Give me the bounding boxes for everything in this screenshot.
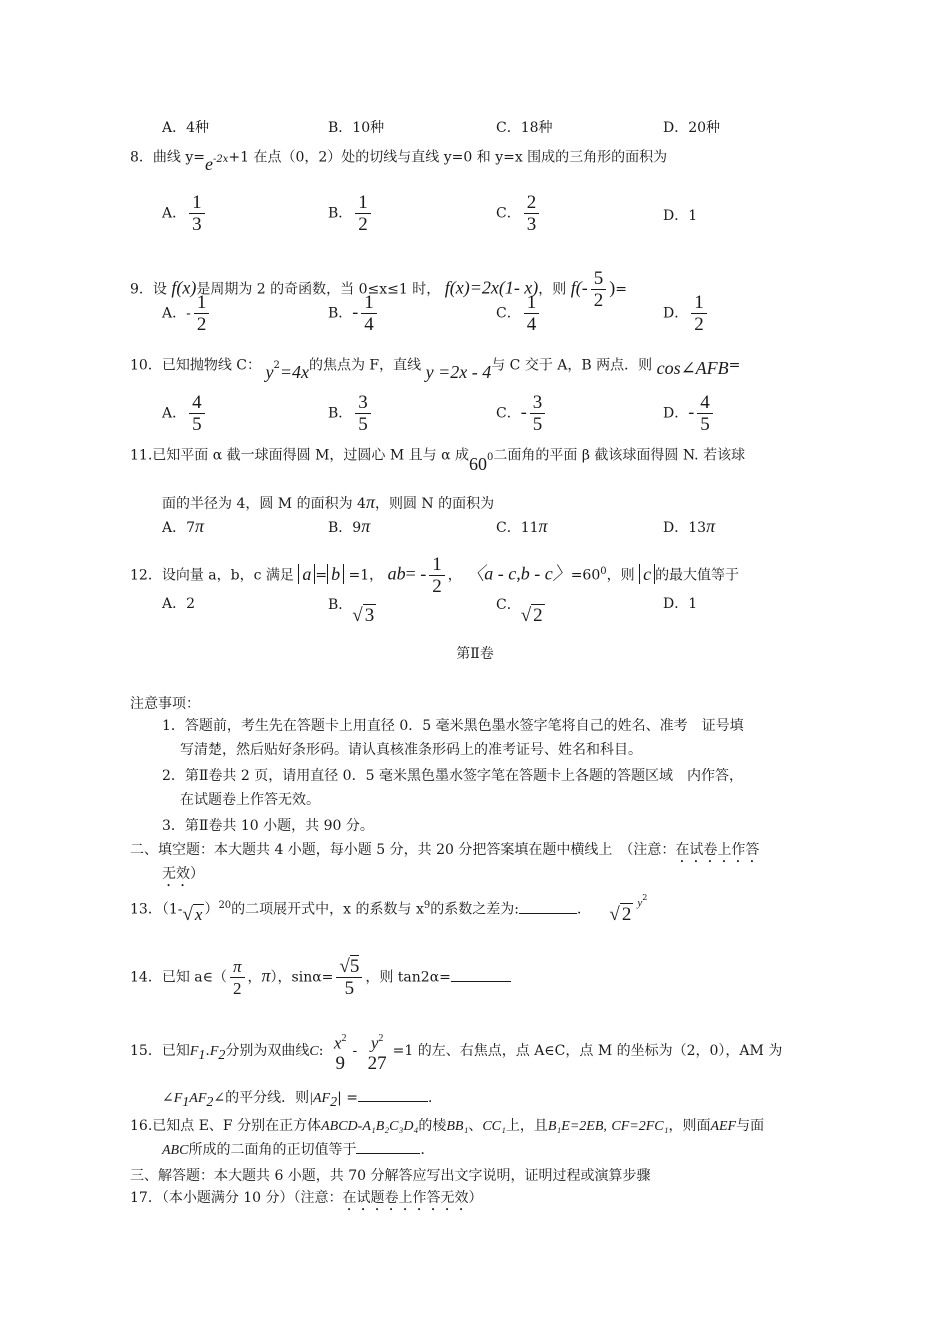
question-11-line-2: 面的半径为 4，圆 M 的面积为 4π，则圆 N 的面积为 [162,492,495,512]
q8-option-a: A． $\frac{1}{3}$ [162,192,208,235]
section-2-heading: 二、填空题：本大题共 4 小题，每小题 5 分，共 20 分把答案填在题中横线上 （注意：在试卷上作答 [130,842,760,858]
question-16-line-2: ABC所成的二面角的正切值等于 ． [162,1142,435,1158]
section-3-heading: 三、解答题：本大题共 6 小题，共 70 分解答应写出文字说明，证明过程或演算步骤 [130,1168,651,1184]
q7-option-c: C．18种 [496,120,553,136]
q7-option-b: B．10种 [328,120,385,136]
question-15: 15．已知F1.F2分别为双曲线C: $x^2$ 9 - $y^2$ 27 =1 的左、右焦点，点 A∈C，点 M 的坐标为（2，0），AM 为 [130,1033,783,1075]
q12-option-d: D．1 [663,596,698,612]
q12-option-b: B．√ 3 [328,597,375,626]
notice-item-2: 2．第Ⅱ卷共 2 页，请用直径 0．5 毫米黑色墨水签字笔在答题卡上各题的答题区域 内作答， [162,768,743,784]
question-9: 9．设 f(x)是周期为 2 的奇函数，当 0≤x≤1 时， f(x)=2x(1- x)，则 f(- $\frac{5}{2}$ )= [130,268,627,311]
notice-item-1: 1．答题前，考生先在答题卡上用直径 0．5 毫米黑色墨水签字笔将自己的姓名、准考 证号填 [162,718,744,734]
q12-option-a: A．2 [162,596,196,612]
q12-option-c: C．√ 2 [496,597,543,626]
q9-option-a: A．- $\frac{1}{2}$ [162,292,212,335]
q16-answer-blank[interactable] [356,1153,420,1154]
q9-option-c: C． $\frac{1}{4}$ [496,292,542,335]
question-10: 10．已知抛物线 C： $y^2=4x$的焦点为 F，直线 y =2x - 4与 C 交于 A，B 两点．则 cos∠AFB= [130,357,741,382]
question-17: 17．（本小题满分 10 分）（注意：在试题卷上作答无效） [130,1190,483,1206]
q8-option-b: B． $\frac{1}{2}$ [328,192,374,235]
part-2-title: 第Ⅱ卷 [456,646,494,662]
q13-answer-blank[interactable] [519,913,577,914]
question-15-line-2: ∠F1AF2∠的平分线．则|AF2| = ． [162,1090,442,1110]
question-12: 12．设向量 a，b，c 满足 a = b =1， ab= - $\frac{1}{2}$ ， 〈a - c,b - c〉$=60^0$，则 c 的最大值等于 [130,554,740,597]
question-8: 8．曲线 $y=e^{-2x}+1$ 在点（0，2）处的切线与直线 y=0 和 y=x 围成的三角形的面积为 [130,149,668,174]
q15-answer-blank[interactable] [358,1101,428,1102]
question-11: 11.已知平面 α 截一球面得圆 M，过圆心 M 且与 α 成$60^0$二面角的平面 β 截该球面得圆 N. 若该球 [130,447,746,474]
notice-item-1-cont: 写清楚，然后贴好条形码。请认真核准条形码上的准考证号、姓名和科目。 [180,742,642,758]
q8-option-c: C． $\frac{2}{3}$ [496,192,542,235]
question-14: 14．已知 a∈（ $\frac{\pi}{2}$ ，π），sinα= $\frac{√5}{5}$ ，则 tan2α= [130,956,511,999]
notice-item-2-cont: 在试题卷上作答无效。 [180,792,320,808]
notice-title: 注意事项： [130,696,200,712]
q11-option-b: B．9π [328,516,371,536]
q10-option-c: C．- $\frac{3}{5}$ [496,392,548,435]
notice-item-3: 3．第Ⅱ卷共 10 小题，共 90 分。 [162,818,374,834]
q7-option-d: D．20种 [663,120,721,136]
q10-option-a: A． $\frac{4}{5}$ [162,392,208,435]
question-16: 16.已知点 E、F 分别在正方体ABCD-A₁B₂C₃D₄的棱BB₁、CC₁上，且B₁E=2EB, CF=2FC₁，则面AEF与面 [130,1118,765,1134]
q11-option-c: C．11π [496,516,548,536]
q9-option-d: D． $\frac{1}{2}$ [663,292,710,335]
section-2-heading-cont: 无效） [162,866,204,882]
q9-option-b: B．- $\frac{1}{4}$ [328,292,380,335]
q7-option-a: A．4种 [162,120,210,136]
question-13: 13．（1-√ x ）$^{20}$的二项展开式中，x 的系数与 $x^9$的系数之差为: ． √ $2^{y2}$ [130,893,648,925]
q11-option-a: A．7π [162,516,205,536]
q14-answer-blank[interactable] [451,981,511,982]
q10-option-d: D．- $\frac{4}{5}$ [663,392,716,435]
q8-option-d: D．1 [663,208,698,224]
q10-option-b: B． $\frac{3}{5}$ [328,392,374,435]
q11-option-d: D．13π [663,516,716,536]
